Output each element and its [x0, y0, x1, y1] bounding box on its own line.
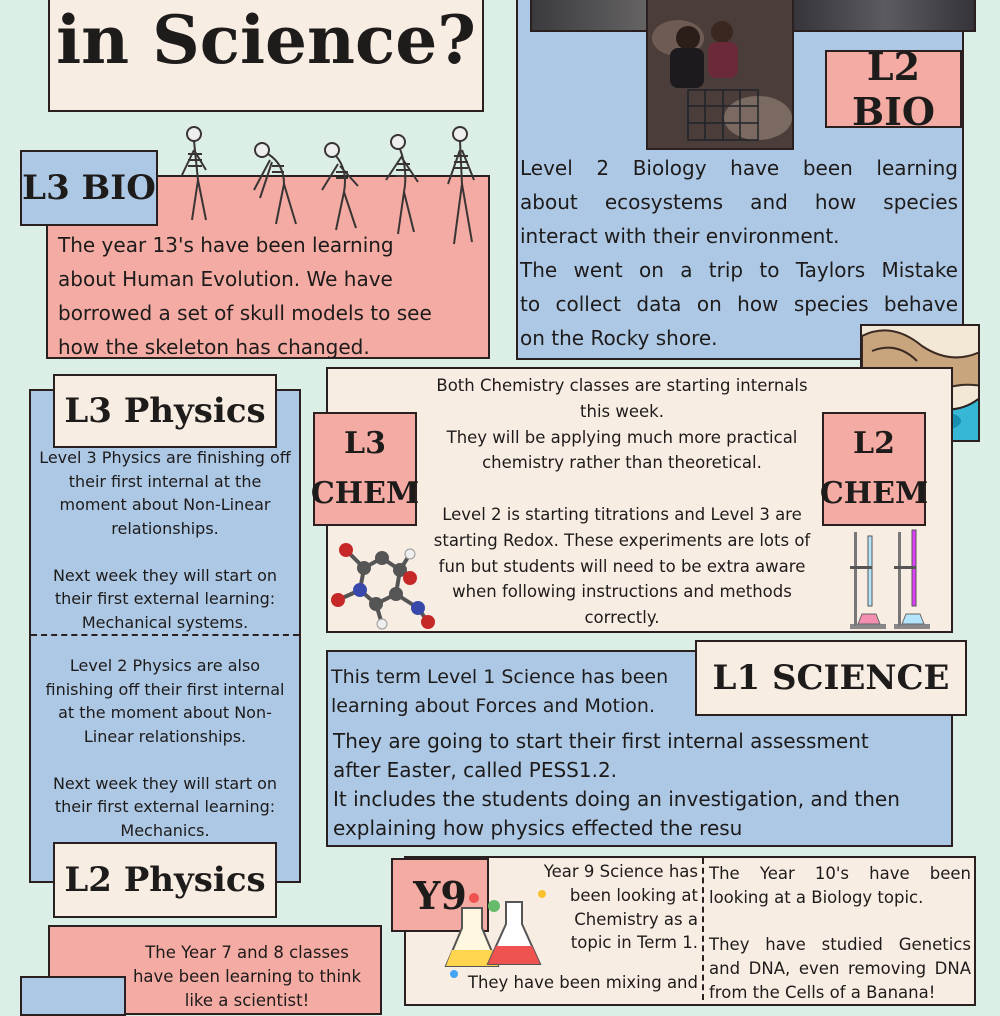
l3physics-line: their first internal at the [68, 471, 262, 491]
y9-line: Chemistry as a [574, 909, 698, 929]
l3physics-line: moment about Non-Linear [59, 495, 271, 514]
students-on-shore-icon [648, 0, 794, 150]
chem-line: They will be applying much more practical [446, 427, 798, 447]
l3physics-line [31, 540, 299, 564]
y10-text [709, 862, 971, 1005]
physics-divider [31, 634, 299, 636]
chem-line: correctly. [584, 608, 660, 628]
chem-line [410, 476, 834, 502]
l1sci-line: They are going to start their first internal assessment [333, 729, 869, 753]
l2physics-line: at the moment about Non- [58, 703, 272, 722]
l3bio-line: borrowed a set of skull models to see [58, 301, 432, 325]
l3bio-text [58, 228, 488, 364]
y9-y10-divider [702, 858, 704, 1000]
chem-line: Both Chemistry classes are starting internals [436, 376, 808, 395]
l2bio-line: to collect data on how species behave [520, 292, 958, 316]
l1sci-text [333, 727, 949, 843]
chem-line: this week. [580, 401, 664, 421]
y9-line: Year 9 Science has [543, 862, 698, 881]
burette-stand-icon [846, 526, 936, 632]
y78-text [120, 941, 374, 1012]
l3chem-tag-level: L3 [344, 426, 386, 461]
y9-text-bottom: They have been mixing and [467, 973, 698, 992]
l3physics-line: relationships. [111, 518, 219, 538]
y9-text [502, 860, 698, 979]
y10-line [709, 910, 971, 934]
l2physics-line: Mechanics. [120, 820, 210, 840]
y10-line: The Year 10's have been [709, 864, 971, 883]
chem-line: when following instructions and methods [452, 582, 792, 602]
l2bio-line: Level 2 Biology have been learning [520, 156, 958, 180]
l2bio-tag: L2 BIO [825, 50, 962, 128]
y9-line: been looking at [569, 885, 698, 905]
l2physics-line: Next week they will start on [52, 773, 278, 793]
l2physics-text [31, 654, 299, 842]
l2bio-line: The went on a trip to Taylors Mistake [520, 258, 958, 282]
l3physics-line: their first external learning: [54, 589, 276, 608]
l2physics-line: Linear relationships. [83, 726, 247, 746]
y78-line: The Year 7 and 8 classes [145, 943, 349, 962]
y78-line: like a scientist! [184, 990, 310, 1010]
y9-tag: Y9 [391, 858, 489, 932]
molecule-illustration [324, 528, 444, 638]
chem-text [410, 373, 834, 631]
l1sci-tag: L1 SCIENCE [695, 640, 967, 716]
title-box [48, 0, 484, 112]
l2bio-line: interact with their environment. [520, 224, 840, 248]
l3physics-tag: L3 Physics [53, 374, 277, 448]
l2chem-tag [819, 412, 929, 526]
l3physics-line: Level 3 Physics are finishing off [39, 448, 291, 467]
y9-line: topic in Term 1. [570, 933, 698, 953]
l3physics-line: Mechanical systems. [81, 612, 249, 632]
molecule-icon [324, 528, 444, 638]
y10-line: They have studied Genetics [709, 935, 971, 955]
y10-line: looking at a Biology topic. [709, 887, 924, 907]
chem-line: Level 2 is starting titrations and Level 3 are [442, 504, 802, 524]
l3bio-line: about Human Evolution. We have [58, 267, 393, 291]
l1sci-line: after Easter, called PESS1.2. [333, 758, 618, 782]
chem-line: starting Redox. These experiments are lots of [433, 530, 811, 550]
l1sci-line: It includes the students doing an investigation, and then [333, 787, 900, 811]
l3chem-tag-subject: CHEM [310, 476, 420, 511]
l1sci-intro-line: This term Level 1 Science has been [331, 666, 669, 688]
l2physics-line [31, 748, 299, 772]
l3chem-tag [310, 412, 420, 526]
l3physics-text [31, 446, 299, 634]
l1sci-intro-line: learning about Forces and Motion. [331, 695, 655, 717]
chem-line: chemistry rather than theoretical. [482, 453, 762, 473]
y10-line: and DNA, even removing DNA [709, 959, 971, 979]
l2physics-line: their first external learning: [54, 797, 276, 816]
l2bio-line: about ecosystems and how species [520, 190, 958, 214]
l2chem-tag-subject: CHEM [819, 476, 929, 511]
l2physics-line: Level 2 Physics are also [69, 656, 261, 675]
l3bio-line: The year 13's have been learning [58, 233, 394, 257]
l2physics-tag: L2 Physics [53, 842, 277, 918]
l2chem-tag-level: L2 [853, 426, 895, 461]
l1sci-intro [331, 663, 701, 721]
y78-line: have been learning to think [132, 966, 362, 986]
chem-line: fun but students will need to be extra aware [438, 556, 806, 576]
l3bio-line: how the skeleton has changed. [58, 335, 370, 359]
newsletter-title: in Science? [56, 1, 476, 79]
l2physics-line: finishing off their first internal [45, 679, 285, 699]
l1sci-line: explaining how physics effected the resu [333, 816, 743, 840]
titration-illustration [846, 526, 936, 632]
y10-line: from the Cells of a Banana! [709, 982, 936, 1002]
l3physics-line: Next week they will start on [52, 565, 278, 585]
l3bio-tag: L3 BIO [20, 150, 158, 226]
y78-tag [20, 976, 126, 1016]
rocky-shore-photo [646, 0, 794, 150]
l2bio-line: on the Rocky shore. [520, 326, 718, 350]
